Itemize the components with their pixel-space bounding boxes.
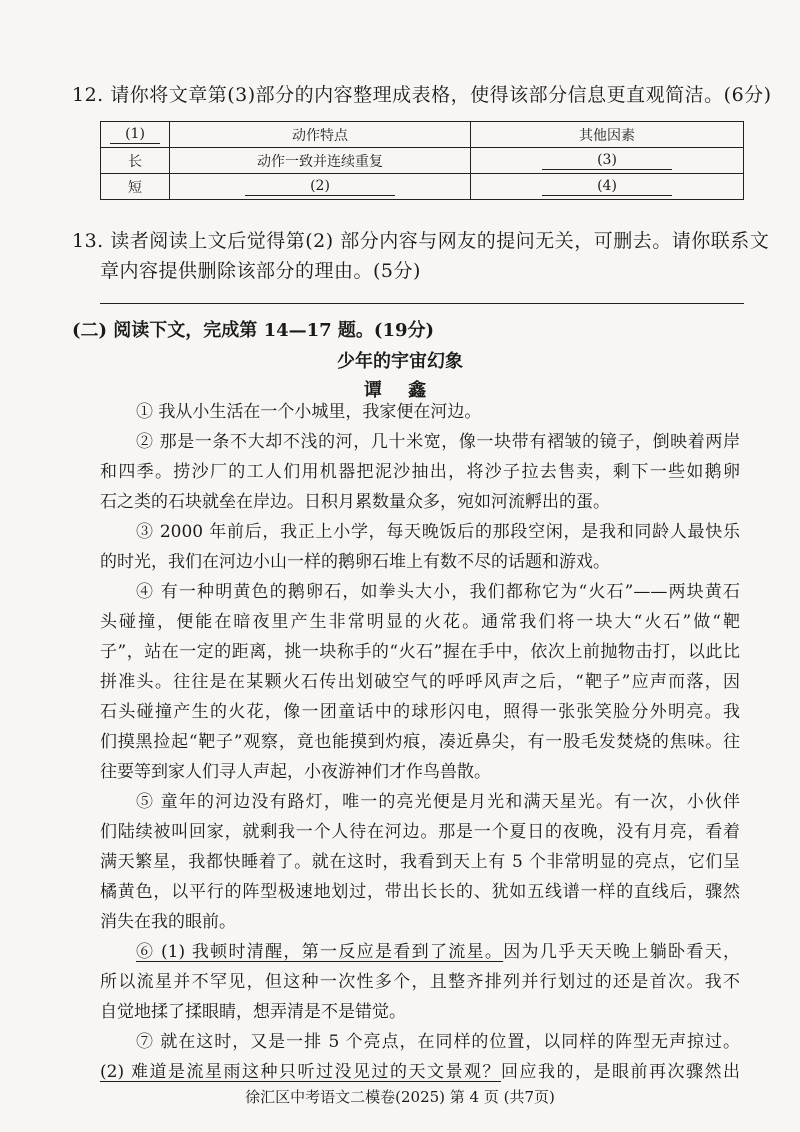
text-line: ⑦ 就在这时，又是一排 5 个亮点，在同样的位置，以同样的阵型无声掠过。 <box>136 1032 740 1052</box>
text-line: ② 那是一条不大却不浅的河，几十米宽，像一块带有褶皱的镜子，倒映着两岸 <box>136 432 740 452</box>
table-cell <box>471 148 744 174</box>
text-line: 拼准头。往往是在某颗火石传出划破空气的呼呼风声之后，“靶子”应声而落，因 <box>100 672 740 692</box>
text-line: 石头碰撞产生的火花，像一团童话中的球形闪电，照得一张张笑脸分外明亮。我 <box>100 702 740 722</box>
text-line <box>136 937 740 967</box>
text-line: 的时光，我们在河边小山一样的鹅卵石堆上有数不尽的话题和游戏。 <box>100 552 610 572</box>
text-line: 所以流星并不罕见，但这种一次性多个，且整齐排列并行划过的还是首次。我不 <box>100 972 740 992</box>
table-cell: 短 <box>101 174 170 200</box>
question-13-line: 13. 读者阅读上文后觉得第(2) 部分内容与网友的提问无关，可删去。请你联系文 <box>72 230 770 252</box>
question-13-line: 章内容提供删除该部分的理由。(5分) <box>100 260 421 282</box>
article-title: 少年的宇宙幻象 <box>337 351 463 372</box>
answer-blank-3[interactable]: (3) <box>542 151 672 170</box>
question-12: 12. 请你将文章第(3)部分的内容整理成表格，使得该部分信息更直观简洁。(6分) <box>72 84 772 106</box>
text-line: ① 我从小生活在一个小城里，我家便在河边。 <box>136 402 482 422</box>
answer-blank-4[interactable]: (4) <box>542 177 672 196</box>
table-header-cell: 动作特点 <box>170 122 471 148</box>
underlined-sentence-2: (2) 难道是流星雨这种只听过没见过的天文景观？ <box>100 1062 501 1082</box>
table-header-cell: 其他因素 <box>471 122 744 148</box>
text-line: ③ 2000 年前后，我正上小学，每天晚饭后的那段空闲，是我和同龄人最快乐 <box>136 522 740 542</box>
text-line: 往要等到家人们寻人声起，小夜游神们才作鸟兽散。 <box>100 762 491 782</box>
text-line: 们摸黑捡起“靶子”观察，竟也能摸到灼痕，凑近鼻尖，有一股毛发焚烧的焦味。往 <box>100 732 740 752</box>
text-line: 子”，站在一定的距离，挑一块称手的“火石”握在手中，依次上前抛物击打，以此比 <box>100 642 740 662</box>
text-line: 和四季。捞沙厂的工人们用机器把泥沙抽出，将沙子拉去售卖，剩下一些如鹅卵 <box>100 462 740 482</box>
page-footer: 徐汇区中考语文二模卷(2025) 第 4 页 (共7页) <box>245 1088 555 1106</box>
table-cell <box>170 174 471 200</box>
text-span: 因为几乎天天晚上躺卧看天， <box>503 942 740 962</box>
text-line: ⑤ 童年的河边没有路灯，唯一的亮光便是月光和满天星光。有一次，小伙伴 <box>136 792 740 812</box>
text-line: 消失在我的眼前。 <box>100 912 236 932</box>
text-line: 橘黄色，以平行的阵型极速地划过，带出长长的、犹如五线谱一样的直线后，骤然 <box>100 882 740 902</box>
table-cell: 长 <box>101 148 170 174</box>
answer-blank-2[interactable]: (2) <box>245 177 395 196</box>
table-cell: 动作一致并连续重复 <box>170 148 471 174</box>
article-author: 谭 鑫 <box>363 380 437 401</box>
text-line: 头碰撞，便能在暗夜里产生非常明显的火花。通常我们将一块大“火石”做“靶 <box>100 612 740 632</box>
answer-blank-1[interactable]: (1) <box>110 125 160 144</box>
answer-line[interactable] <box>100 303 744 304</box>
section-heading: (二) 阅读下文，完成第 14—17 题。(19分) <box>72 320 435 341</box>
text-line <box>100 1057 740 1087</box>
text-span: 回应我的，是眼前再次骤然出 <box>501 1062 740 1082</box>
table-cell <box>101 122 170 148</box>
table-row <box>101 148 744 174</box>
text-line: ④ 有一种明黄色的鹅卵石，如拳头大小，我们都称它为“火石”——两块黄石 <box>136 582 740 602</box>
table-row <box>101 174 744 200</box>
table-row <box>101 122 744 148</box>
text-line: 们陆续被叫回家，就剩我一个人待在河边。那是一个夏日的夜晚，没有月亮，看着 <box>100 822 740 842</box>
info-table <box>100 121 744 200</box>
text-line: 自觉地揉了揉眼睛，想弄清是不是错觉。 <box>100 1002 406 1022</box>
underlined-sentence-1: ⑥ (1) 我顿时清醒，第一反应是看到了流星。 <box>136 942 504 962</box>
table-cell <box>471 174 744 200</box>
text-line: 石之类的石块就垒在岸边。日积月累数量众多，宛如河流孵出的蛋。 <box>100 492 610 512</box>
text-line: 满天繁星，我都快睡着了。就在这时，我看到天上有 5 个非常明显的亮点，它们呈 <box>100 852 740 872</box>
